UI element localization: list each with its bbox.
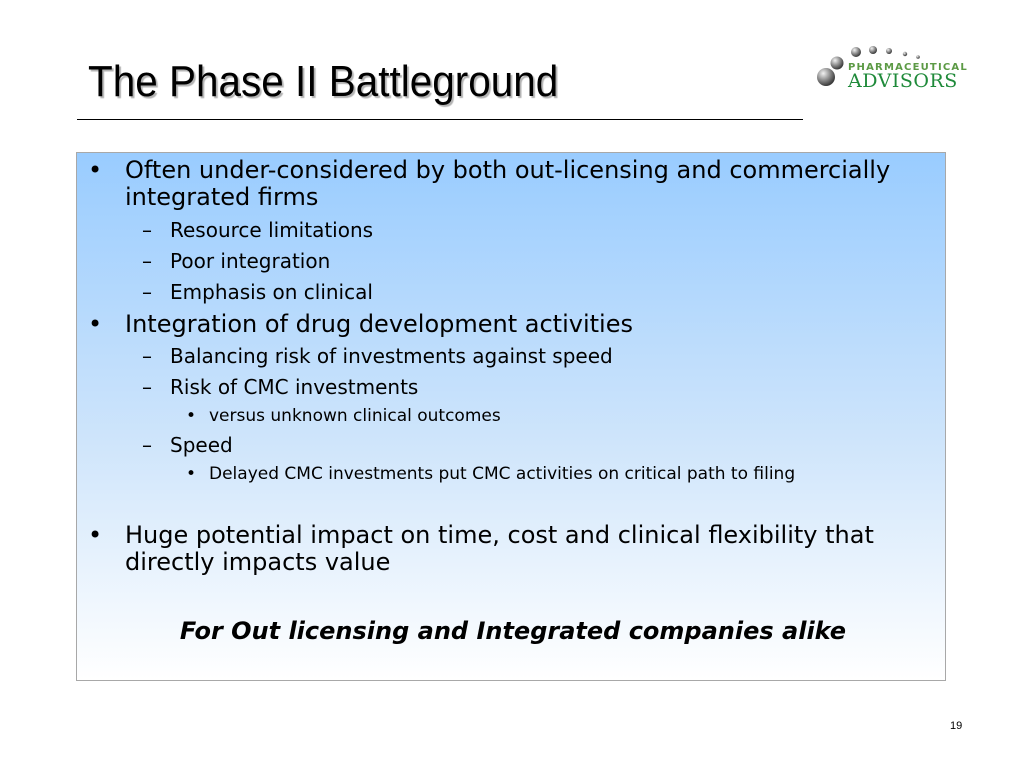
sub-bullet-marker: – — [142, 433, 152, 457]
sub-bullet-marker: – — [142, 280, 152, 304]
bullet-1-marker: • — [88, 156, 103, 184]
bullet-2-text: Integration of drug development activities — [125, 310, 633, 338]
sub-bullet-marker: – — [142, 249, 152, 273]
sub-bullet-marker: – — [142, 218, 152, 242]
sub-sub-bullet-delayed-cmc: Delayed CMC investments put CMC activities on critical path to filing — [209, 464, 796, 484]
sub-bullet-marker: – — [142, 375, 152, 399]
sub-bullet-emphasis-on-clinical: Emphasis on clinical — [170, 280, 373, 304]
bullet-1-line-2: integrated firms — [125, 183, 319, 211]
closing-statement: For Out licensing and Integrated companies alike — [179, 617, 847, 645]
bullet-3-line-1: Huge potential impact on time, cost and clinical flexibility that — [125, 521, 874, 549]
sub-sub-bullet-marker: • — [186, 464, 197, 484]
sub-bullet-risk-of-cmc: Risk of CMC investments — [170, 375, 419, 399]
bullet-3-line-2: directly impacts value — [125, 548, 391, 576]
bullet-3-marker: • — [88, 521, 103, 549]
logo-text-pharmaceutical: PHARMACEUTICAL — [848, 62, 968, 73]
slide-title: The Phase II Battleground — [88, 57, 559, 106]
sub-sub-bullet-marker: • — [186, 406, 197, 426]
sub-bullet-balancing-risk: Balancing risk of investments against speed — [170, 344, 613, 368]
sub-bullet-resource-limitations: Resource limitations — [170, 218, 374, 242]
bullet-1-line-1: Often under-considered by both out-licensing and commercially — [125, 156, 891, 184]
page-number: 19 — [950, 720, 963, 732]
bullet-2-marker: • — [88, 310, 103, 338]
sub-sub-bullet-unknown-outcomes: versus unknown clinical outcomes — [209, 406, 501, 426]
title-underline — [77, 119, 803, 120]
sub-bullet-marker: – — [142, 344, 152, 368]
sub-bullet-poor-integration: Poor integration — [170, 249, 331, 273]
logo-text-advisors: ADVISORS — [848, 70, 958, 92]
sub-bullet-speed: Speed — [170, 433, 233, 457]
